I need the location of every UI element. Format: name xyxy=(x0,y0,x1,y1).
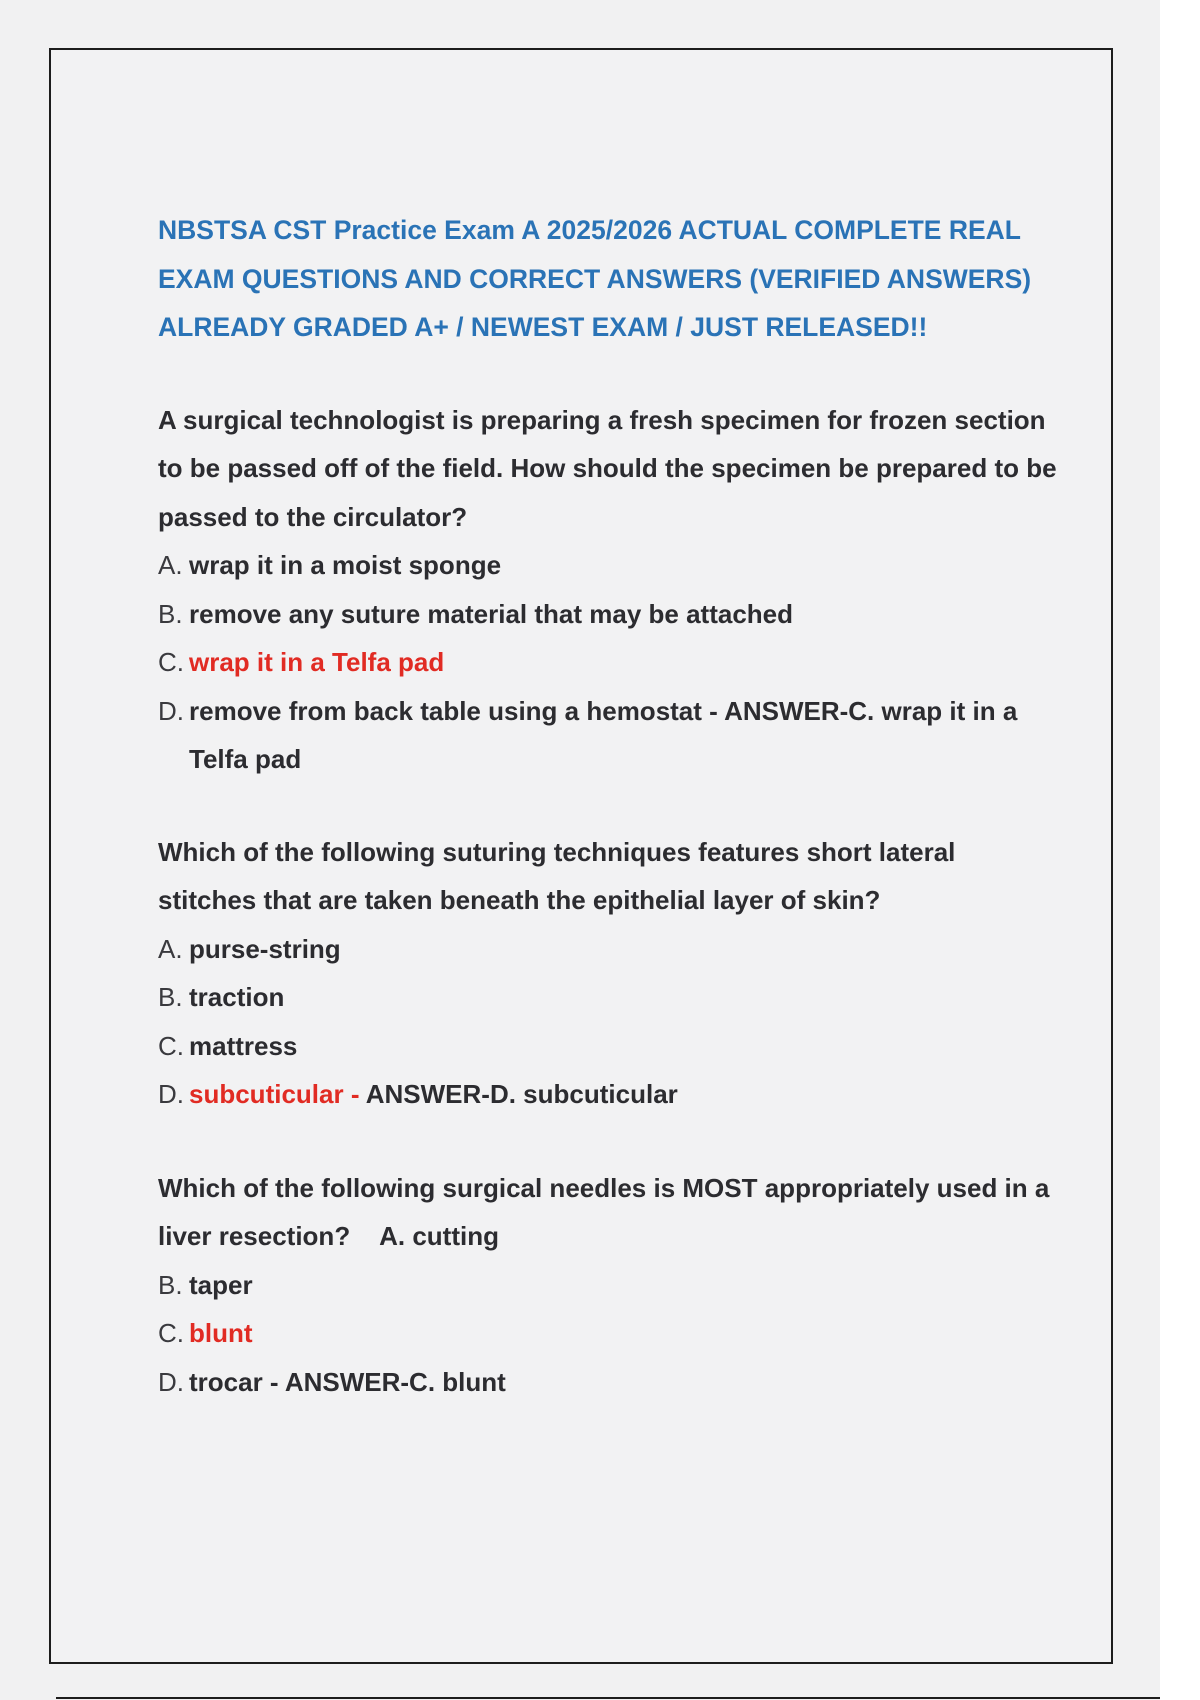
question-3-option-d xyxy=(158,1358,1058,1407)
option-letter: B. xyxy=(158,1269,183,1300)
option-letter: C. xyxy=(158,1318,184,1348)
answer-key-text: ANSWER-D. subcuticular xyxy=(359,1079,678,1109)
option-letter: C. xyxy=(158,1030,184,1061)
question-2-options xyxy=(158,925,1058,1119)
option-letter: B. xyxy=(158,982,183,1012)
option-letter: C. xyxy=(158,647,184,677)
question-1-option-b xyxy=(158,590,1058,639)
question-3-option-a-inline: A. cutting xyxy=(379,1221,499,1251)
question-2-option-b xyxy=(158,973,1058,1022)
correct-option-text: wrap it in a Telfa pad xyxy=(189,647,445,677)
question-3-stem-text: Which of the following surgical needles is MOST appropriately used in a liver resection? xyxy=(158,1172,1050,1251)
question-2-option-d xyxy=(158,1070,1058,1119)
question-1-option-d xyxy=(158,687,1058,784)
document-title: NBSTSA CST Practice Exam A 2025/2026 ACTUAL COMPLETE REAL EXAM QUESTIONS AND CORRECT ANSWERS (VERIFIED ANSWERS) ALREADY GRADED A+ / NEWEST EXAM / JUST RELEASED!! xyxy=(158,215,1032,342)
option-letter: D. xyxy=(158,1079,184,1109)
question-3-stem xyxy=(158,1164,1058,1261)
question-2-option-a xyxy=(158,925,1058,974)
page-bottom-rule xyxy=(56,1697,1160,1699)
option-text: taper xyxy=(189,1269,253,1300)
document-content xyxy=(158,206,1058,1406)
question-2 xyxy=(158,828,1058,1119)
question-2-option-c xyxy=(158,1022,1058,1071)
question-2-stem: Which of the following suturing techniques features short lateral stitches that are taken beneath the epithelial layer of skin? xyxy=(158,836,956,915)
option-text: traction xyxy=(189,982,285,1012)
option-text-with-answer xyxy=(189,1070,1058,1119)
option-letter: D. xyxy=(158,695,184,726)
option-text: wrap it in a moist sponge xyxy=(189,550,502,580)
question-3 xyxy=(158,1164,1058,1407)
option-letter: A. xyxy=(158,550,183,580)
question-1-option-a xyxy=(158,541,1058,590)
question-1-stem: A surgical technologist is preparing a fresh specimen for frozen section to be passed off of the field. How should the specimen be prepared to be passed to the circulator? xyxy=(158,404,1057,532)
correct-option-text: subcuticular - xyxy=(189,1079,360,1109)
option-text: remove any suture material that may be attached xyxy=(189,598,794,629)
option-text: purse-string xyxy=(189,933,341,964)
option-letter: D. xyxy=(158,1366,184,1397)
correct-option-text: blunt xyxy=(189,1318,253,1348)
option-text-with-answer: trocar - ANSWER-C. blunt xyxy=(189,1366,506,1397)
question-1-options xyxy=(158,541,1058,784)
question-3-option-c xyxy=(158,1309,1058,1358)
question-1-option-c xyxy=(158,638,1058,687)
option-letter: A. xyxy=(158,933,183,964)
option-text-with-answer: remove from back table using a hemostat - ANSWER-C. wrap it in a Telfa pad xyxy=(189,695,1018,774)
question-3-option-b xyxy=(158,1261,1058,1310)
question-1 xyxy=(158,396,1058,784)
right-margin-strip xyxy=(1160,0,1200,1700)
option-letter: B. xyxy=(158,598,183,629)
option-text: mattress xyxy=(189,1030,298,1061)
question-3-options xyxy=(158,1261,1058,1407)
